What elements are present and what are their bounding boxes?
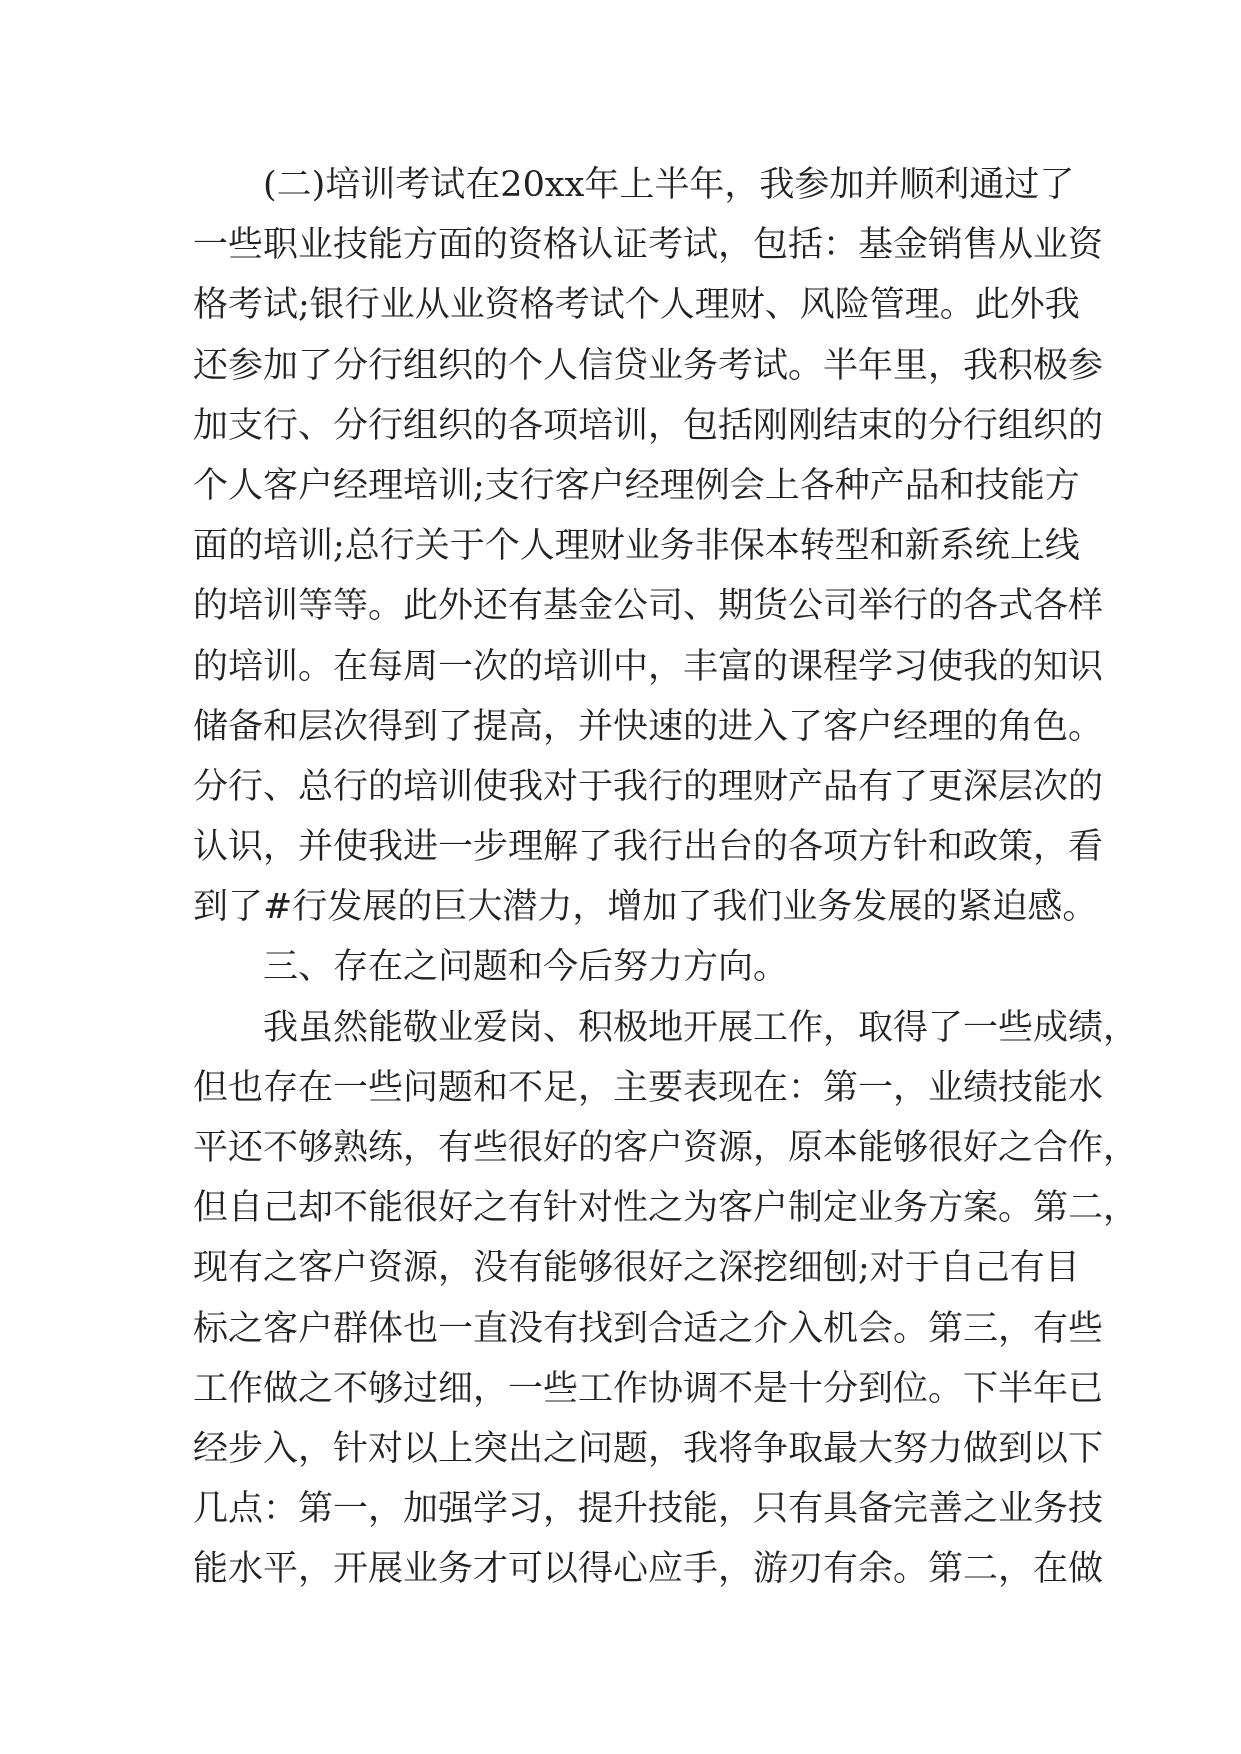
text-line: 标之客户群体也一直没有找到合适之介入机会。第三，有些 bbox=[193, 1308, 1104, 1349]
text-line: (二)培训考试在20xx年上半年，我参加并顺利通过了 bbox=[263, 165, 1075, 205]
text-line: 几点：第一，加强学习，提升技能，只有具备完善之业务技 bbox=[193, 1489, 1104, 1530]
text-line: 但自己却不能很好之有针对性之为客户制定业务方案。第二， bbox=[193, 1188, 1139, 1229]
text-line: 分行、总行的培训使我对于我行的理财产品有了更深层次的 bbox=[193, 766, 1104, 807]
body-text bbox=[193, 155, 1139, 1600]
text-line: 到了#行发展的巨大潜力，增加了我们业务发展的紧迫感。 bbox=[193, 887, 1098, 928]
text-line: 平还不够熟练，有些很好的客户资源，原本能够很好之合作， bbox=[193, 1128, 1139, 1168]
text-line: 我虽然能敬业爱岗、积极地开展工作，取得了一些成绩， bbox=[263, 1007, 1139, 1048]
text-line: 一些职业技能方面的资格认证考试，包括：基金销售从业资 bbox=[193, 225, 1104, 266]
text-line: 的培训等等。此外还有基金公司、期货公司举行的各式各样 bbox=[193, 586, 1104, 627]
text-line: 加支行、分行组织的各项培训，包括刚刚结束的分行组织的 bbox=[193, 405, 1104, 446]
text-line: 能水平，开展业务才可以得心应手，游刃有余。第二，在做 bbox=[193, 1549, 1104, 1590]
text-line: 的培训。在每周一次的培训中，丰富的课程学习使我的知识 bbox=[193, 646, 1104, 687]
text-line: 格考试;银行业从业资格考试个人理财、风险管理。此外我 bbox=[193, 285, 1080, 326]
section-heading: 三、存在之问题和今后努力方向。 bbox=[263, 947, 789, 988]
text-line: 工作做之不够过细，一些工作协调不是十分到位。下半年已 bbox=[193, 1368, 1104, 1409]
text-line: 现有之客户资源，没有能够很好之深挖细刨;对于自己有目 bbox=[193, 1248, 1080, 1289]
text-line: 但也存在一些问题和不足，主要表现在：第一，业绩技能水 bbox=[193, 1067, 1104, 1108]
text-line: 个人客户经理培训;支行客户经理例会上各种产品和技能方 bbox=[193, 465, 1080, 506]
text-line: 储备和层次得到了提高，并快速的进入了客户经理的角色。 bbox=[193, 706, 1104, 747]
text-line: 经步入，针对以上突出之问题，我将争取最大努力做到以下 bbox=[193, 1428, 1104, 1469]
text-line: 面的培训;总行关于个人理财业务非保本转型和新系统上线 bbox=[193, 526, 1080, 567]
text-line: 认识，并使我进一步理解了我行出台的各项方针和政策，看 bbox=[193, 827, 1104, 868]
text-line: 还参加了分行组织的个人信贷业务考试。半年里，我积极参 bbox=[193, 345, 1104, 386]
